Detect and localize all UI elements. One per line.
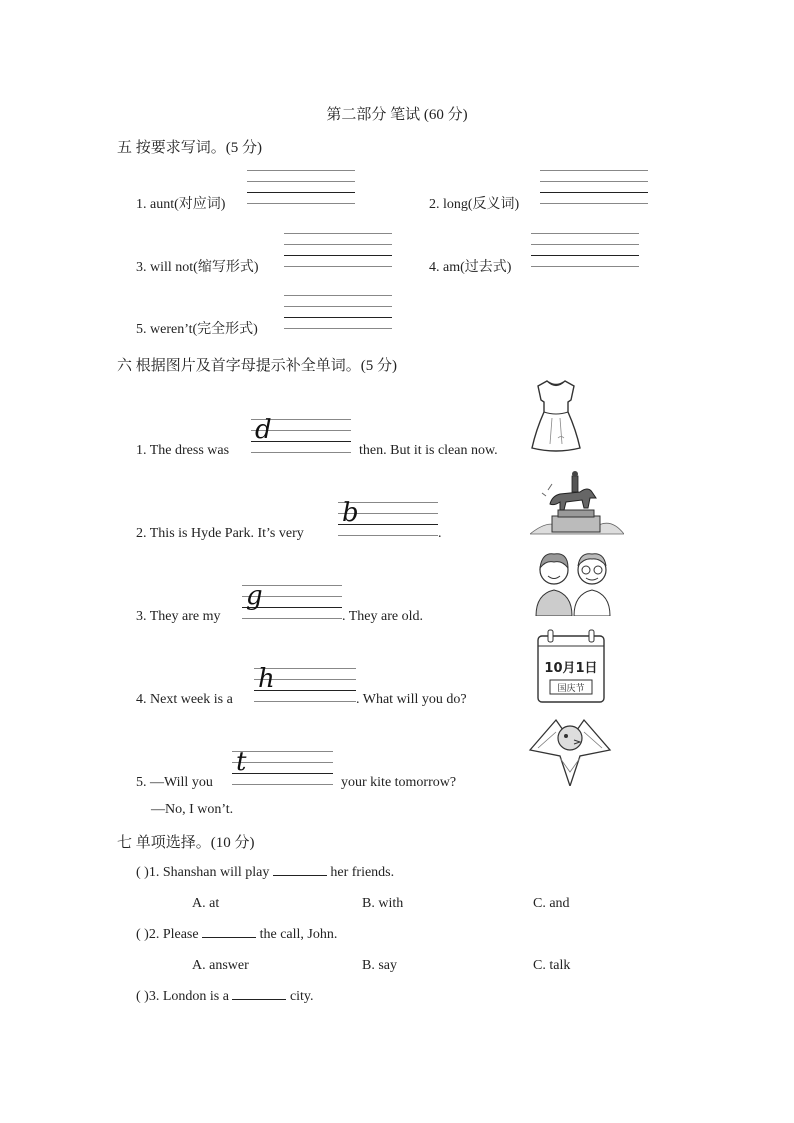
- section-5-heading: 五 按要求写词。(5 分): [117, 140, 262, 156]
- dress-image: [530, 378, 582, 454]
- s6-hint-letter-2: b: [342, 498, 359, 528]
- question-stem-a: 1. Shanshan will play: [148, 865, 270, 880]
- statue-park-image: [530, 468, 624, 540]
- s7-q2-option-a[interactable]: A. answer: [192, 958, 249, 973]
- question-stem-b: city.: [289, 989, 314, 1004]
- s5-item-4: 4. am(过去式): [429, 260, 512, 275]
- s6-writing-grid-3[interactable]: [242, 581, 342, 619]
- answer-paren[interactable]: ( ): [136, 989, 149, 1004]
- s6-item-5-pre: 5. —Will you: [136, 775, 213, 790]
- s6-item-2-pre: 2. This is Hyde Park. It’s very: [136, 526, 304, 541]
- answer-paren[interactable]: ( ): [136, 927, 149, 942]
- s6-writing-grid-4[interactable]: [254, 664, 356, 702]
- s7-question-1: [136, 865, 394, 881]
- s5-item-5: 5. weren’t(完全形式): [136, 322, 258, 337]
- answer-blank[interactable]: [202, 937, 256, 938]
- answer-blank[interactable]: [232, 999, 286, 1000]
- s6-hint-letter-5: t: [236, 747, 247, 777]
- question-stem-a: 3. London is a: [148, 989, 229, 1004]
- s7-q2-option-b[interactable]: B. say: [362, 958, 397, 973]
- s5-item-3: 3. will not(缩写形式): [136, 260, 259, 275]
- s6-hint-letter-1: d: [255, 415, 272, 445]
- grandparents-image: [532, 546, 614, 616]
- calendar-date: 10月1日: [544, 661, 598, 676]
- s6-hint-letter-4: h: [258, 664, 275, 694]
- section-6-heading: 六 根据图片及首字母提示补全单词。(5 分): [117, 358, 397, 374]
- answer-paren[interactable]: ( ): [136, 865, 149, 880]
- answer-blank[interactable]: [273, 875, 327, 876]
- s7-q1-option-b[interactable]: B. with: [362, 896, 404, 911]
- s6-item-3-post: . They are old.: [342, 609, 423, 624]
- s7-q1-option-a[interactable]: A. at: [192, 896, 220, 911]
- s5-writing-grid-4[interactable]: [531, 233, 639, 267]
- calendar-label: 国庆节: [557, 684, 585, 694]
- s5-writing-grid-2[interactable]: [540, 170, 648, 204]
- s7-q1-option-c[interactable]: C. and: [533, 896, 570, 911]
- s5-writing-grid-5[interactable]: [284, 295, 392, 329]
- s6-hint-letter-3: g: [246, 581, 263, 611]
- s6-item-4-post: . What will you do?: [356, 692, 467, 707]
- s6-item-1-pre: 1. The dress was: [136, 443, 230, 458]
- s6-item-1-post: then. But it is clean now.: [359, 443, 498, 458]
- s6-writing-grid-2[interactable]: [338, 498, 438, 536]
- question-stem-b: the call, John.: [259, 927, 338, 942]
- s6-item-4-pre: 4. Next week is a: [136, 692, 233, 707]
- s7-question-3: [136, 989, 314, 1005]
- section-7-heading: 七 单项选择。(10 分): [117, 835, 255, 851]
- s6-item-5-post: your kite tomorrow?: [341, 775, 457, 790]
- s5-writing-grid-3[interactable]: [284, 233, 392, 267]
- question-stem-b: her friends.: [330, 865, 395, 880]
- s7-q2-option-c[interactable]: C. talk: [533, 958, 571, 973]
- s7-question-2: [136, 927, 337, 943]
- s6-writing-grid-1[interactable]: [251, 415, 351, 453]
- s6-writing-grid-5[interactable]: [232, 747, 333, 785]
- kite-image: [528, 710, 612, 786]
- s5-item-2: 2. long(反义词): [429, 197, 520, 212]
- page-title: 第二部分 笔试 (60 分): [326, 107, 468, 123]
- question-stem-a: 2. Please: [148, 927, 199, 942]
- s6-item-3-pre: 3. They are my: [136, 609, 221, 624]
- s6-item-5-reply: —No, I won’t.: [151, 802, 234, 817]
- s5-item-1: 1. aunt(对应词): [136, 197, 226, 212]
- s5-writing-grid-1[interactable]: [247, 170, 355, 204]
- s6-item-2-post: .: [438, 526, 442, 541]
